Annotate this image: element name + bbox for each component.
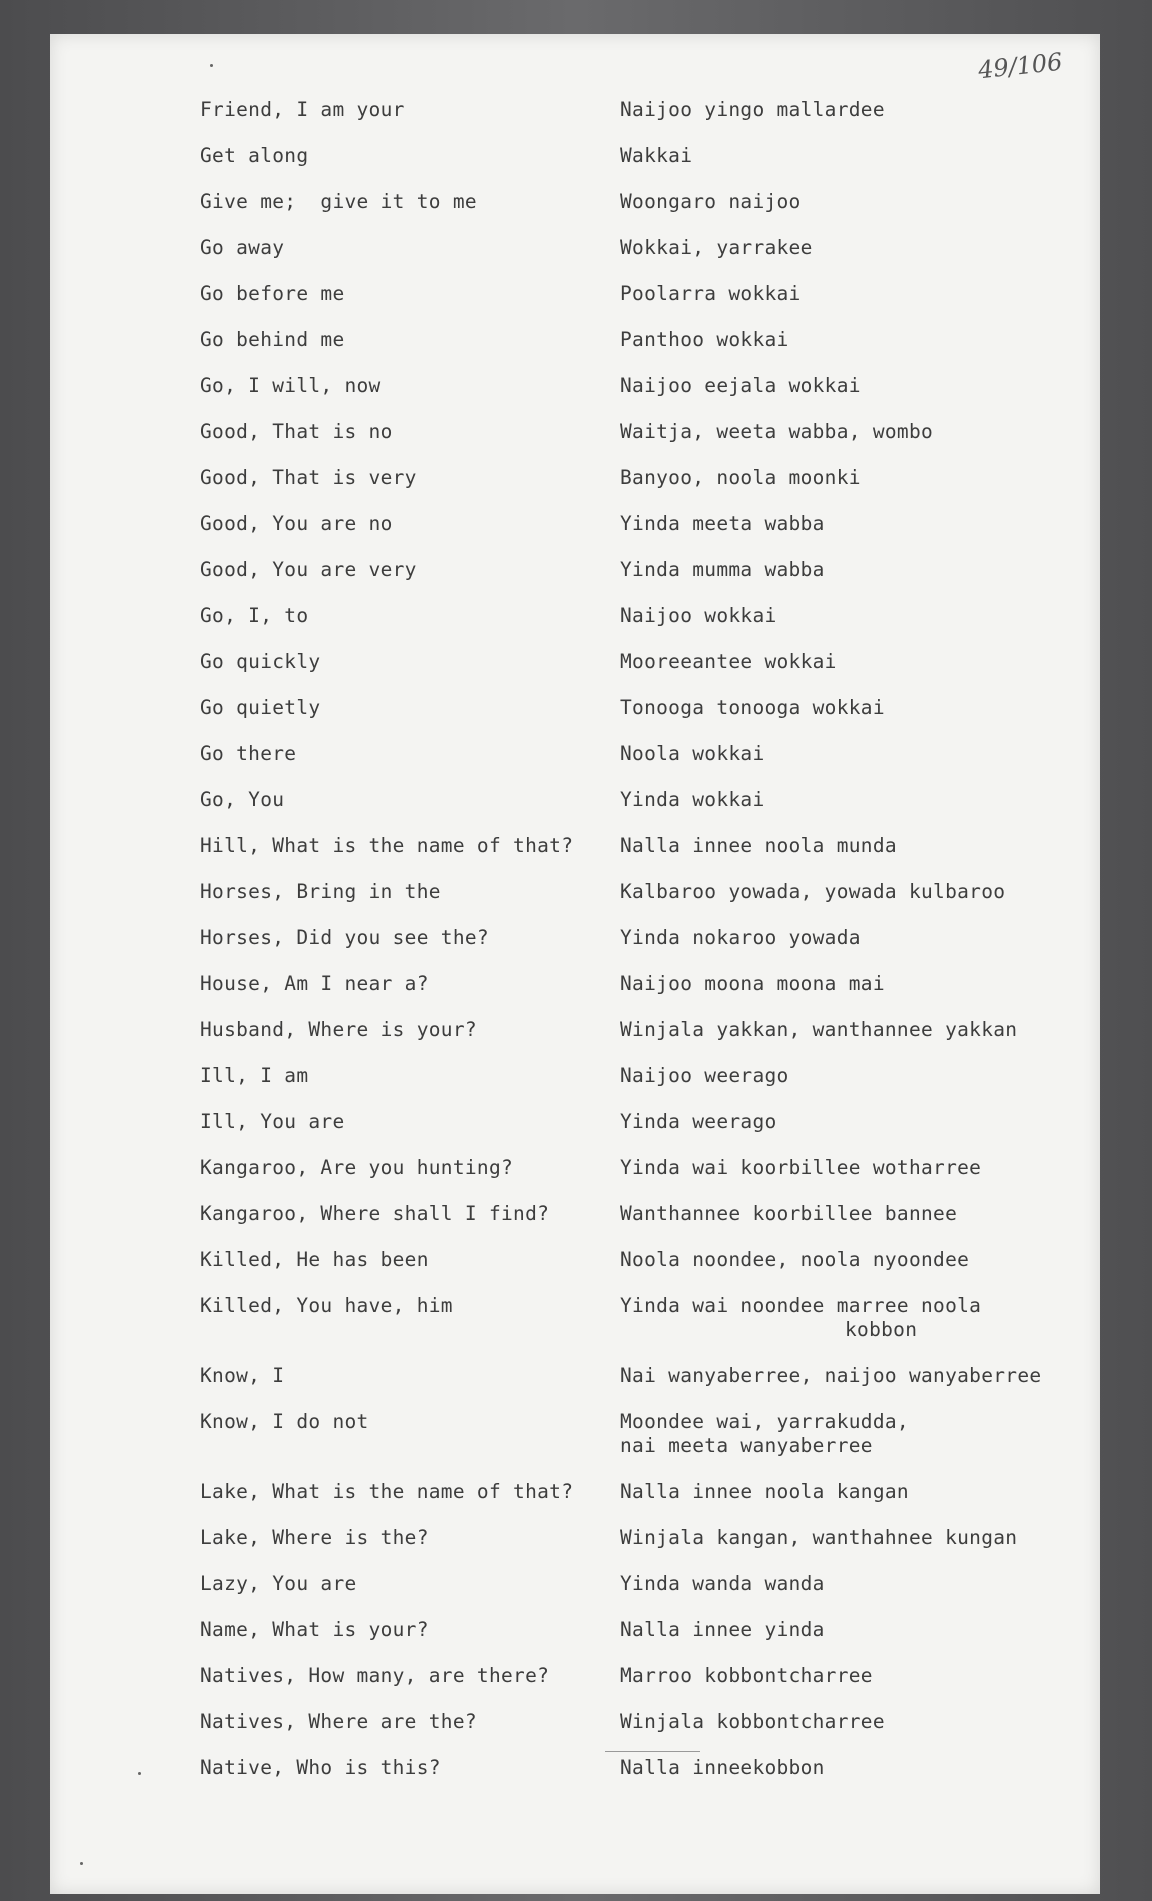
aboriginal-translation: Yinda wanda wanda xyxy=(620,1572,825,1595)
english-phrase: House, Am I near a? xyxy=(200,972,429,995)
english-phrase: Natives, Where are the? xyxy=(200,1710,477,1733)
english-phrase: Lazy, You are xyxy=(200,1572,357,1595)
aboriginal-translation: Yinda wokkai xyxy=(620,788,765,811)
english-phrase: Know, I xyxy=(200,1364,285,1387)
english-phrase: Go behind me xyxy=(200,328,345,351)
aboriginal-translation: Yinda mumma wabba xyxy=(620,558,825,581)
english-phrase: Hill, What is the name of that? xyxy=(200,834,574,857)
aboriginal-translation: Nalla inneekobbon xyxy=(620,1756,825,1779)
page-number: 49/106 xyxy=(976,47,1064,85)
aboriginal-translation: Tonooga tonooga wokkai xyxy=(620,696,885,719)
english-phrase: Good, You are very xyxy=(200,558,417,581)
english-phrase: Lake, What is the name of that? xyxy=(200,1480,574,1503)
english-phrase: Get along xyxy=(200,144,309,167)
english-phrase: Go there xyxy=(200,742,297,765)
english-phrase: Go, You xyxy=(200,788,285,811)
english-phrase: Friend, I am your xyxy=(200,98,405,121)
english-phrase: Good, You are no xyxy=(200,512,393,535)
english-phrase: Kangaroo, Are you hunting? xyxy=(200,1156,514,1179)
aboriginal-translation: Woongaro naijoo xyxy=(620,190,801,213)
english-phrase: Ill, I am xyxy=(200,1064,309,1087)
english-phrase: Horses, Bring in the xyxy=(200,880,441,903)
typewritten-page xyxy=(50,34,1100,1894)
english-phrase: Kangaroo, Where shall I find? xyxy=(200,1202,550,1225)
aboriginal-translation: Waitja, weeta wabba, wombo xyxy=(620,420,934,443)
aboriginal-translation: Yinda wai koorbillee wotharree xyxy=(620,1156,982,1179)
aboriginal-translation: Poolarra wokkai xyxy=(620,282,801,305)
pencil-mark xyxy=(605,1751,700,1752)
paper-speck xyxy=(80,1862,83,1865)
english-phrase: Native, Who is this? xyxy=(200,1756,441,1779)
aboriginal-translation xyxy=(620,1294,981,1342)
aboriginal-translation: Nalla innee yinda xyxy=(620,1618,825,1641)
english-phrase: Go, I will, now xyxy=(200,374,381,397)
aboriginal-translation: Banyoo, noola moonki xyxy=(620,466,861,489)
english-phrase: Go quickly xyxy=(200,650,321,673)
aboriginal-translation: Winjala kangan, wanthahnee kungan xyxy=(620,1526,1018,1549)
aboriginal-translation: Noola noondee, noola nyoondee xyxy=(620,1248,970,1271)
paper-speck xyxy=(210,64,213,67)
aboriginal-translation: Naijoo moona moona mai xyxy=(620,972,885,995)
aboriginal-translation: Panthoo wokkai xyxy=(620,328,789,351)
aboriginal-translation: Marroo kobbontcharree xyxy=(620,1664,873,1687)
english-phrase: Go away xyxy=(200,236,285,259)
aboriginal-translation: Winjala kobbontcharree xyxy=(620,1710,885,1733)
english-phrase: Good, That is no xyxy=(200,420,393,443)
english-phrase: Good, That is very xyxy=(200,466,417,489)
english-phrase: Know, I do not xyxy=(200,1410,369,1433)
english-phrase: Natives, How many, are there? xyxy=(200,1664,550,1687)
english-phrase: Go, I, to xyxy=(200,604,309,627)
aboriginal-translation: Yinda nokaroo yowada xyxy=(620,926,861,949)
aboriginal-translation: Nalla innee noola munda xyxy=(620,834,897,857)
aboriginal-translation: Wanthannee koorbillee bannee xyxy=(620,1202,958,1225)
aboriginal-translation: Naijoo wokkai xyxy=(620,604,777,627)
english-phrase: Horses, Did you see the? xyxy=(200,926,489,949)
aboriginal-translation: Kalbaroo yowada, yowada kulbaroo xyxy=(620,880,1006,903)
aboriginal-translation: Wokkai, yarrakee xyxy=(620,236,813,259)
aboriginal-translation: Wakkai xyxy=(620,144,693,167)
english-phrase: Go before me xyxy=(200,282,345,305)
english-phrase: Name, What is your? xyxy=(200,1618,429,1641)
aboriginal-translation xyxy=(620,1410,909,1458)
aboriginal-line-1: Moondee wai, yarrakudda, xyxy=(620,1410,909,1433)
aboriginal-translation: Yinda meeta wabba xyxy=(620,512,825,535)
aboriginal-translation: Naijoo yingo mallardee xyxy=(620,98,885,121)
english-phrase: Give me; give it to me xyxy=(200,190,477,213)
paper-speck xyxy=(138,1772,141,1775)
aboriginal-translation: Nalla innee noola kangan xyxy=(620,1480,909,1503)
aboriginal-translation: Mooreeantee wokkai xyxy=(620,650,837,673)
english-phrase: Lake, Where is the? xyxy=(200,1526,429,1549)
aboriginal-line-1: Yinda wai noondee marree noola xyxy=(620,1294,982,1317)
aboriginal-translation: Noola wokkai xyxy=(620,742,765,765)
aboriginal-translation: Nai wanyaberree, naijoo wanyaberree xyxy=(620,1364,1042,1387)
english-phrase: Killed, You have, him xyxy=(200,1294,453,1317)
aboriginal-translation: Naijoo eejala wokkai xyxy=(620,374,861,397)
english-phrase: Husband, Where is your? xyxy=(200,1018,477,1041)
aboriginal-translation: Naijoo weerago xyxy=(620,1064,789,1087)
aboriginal-translation: Winjala yakkan, wanthannee yakkan xyxy=(620,1018,1018,1041)
aboriginal-line-2: kobbon xyxy=(845,1318,918,1341)
aboriginal-line-2: nai meeta wanyaberree xyxy=(620,1434,873,1457)
english-phrase: Go quietly xyxy=(200,696,321,719)
english-phrase: Killed, He has been xyxy=(200,1248,429,1271)
english-phrase: Ill, You are xyxy=(200,1110,345,1133)
aboriginal-translation: Yinda weerago xyxy=(620,1110,777,1133)
